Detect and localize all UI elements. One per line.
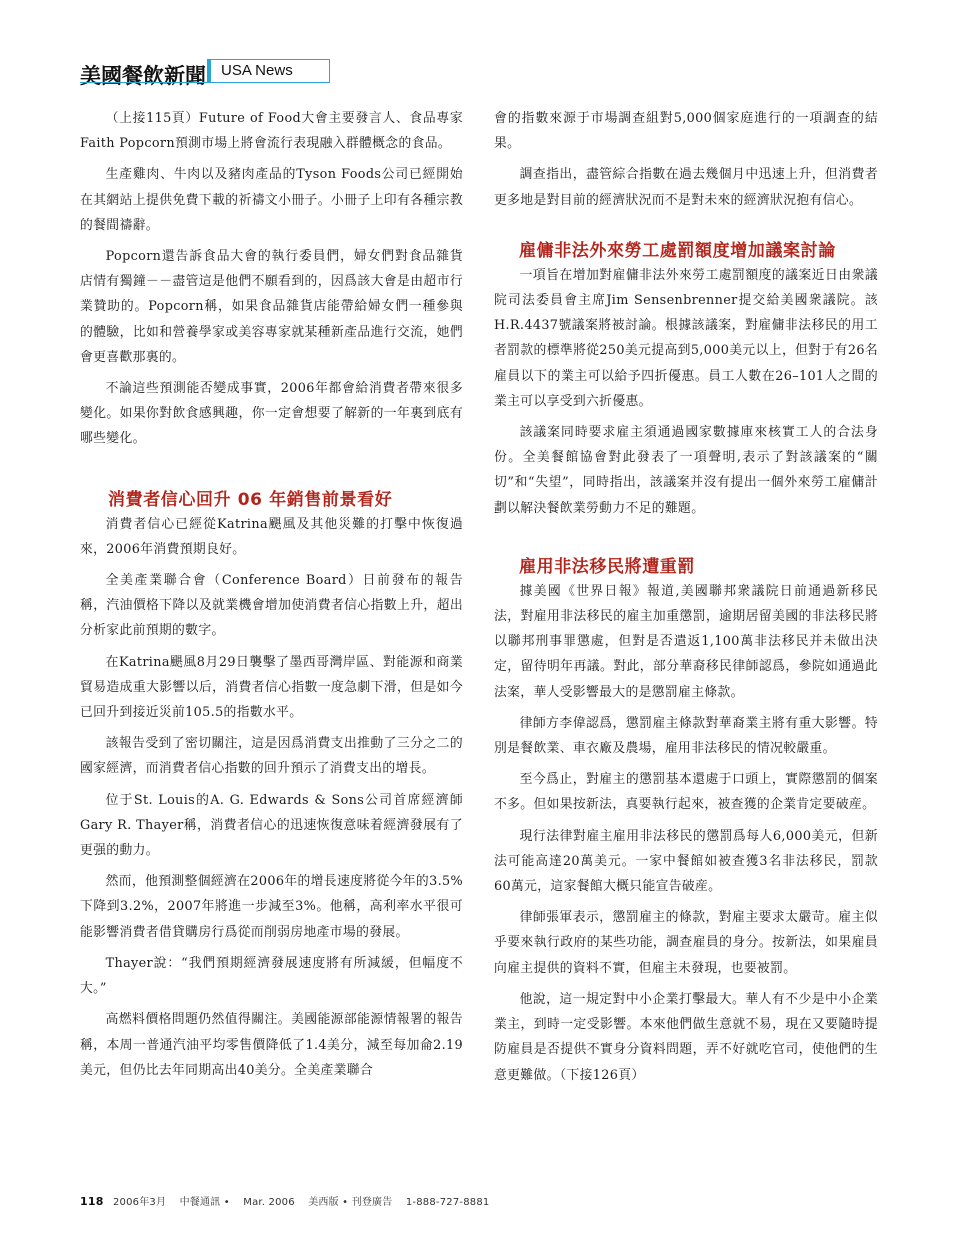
article-paragraph: 消費者信心已經從Katrina颶風及其他災難的打擊中恢復過來，2006年消費預期良好。 — [80, 516, 463, 557]
page-footer: 118 2006年3月 中餐通訊 • Mar. 2006 美西版 • 刊登廣告 1-888-727-8881 — [80, 1195, 490, 1208]
footer-edition: 美西版 • 刊登廣告 — [308, 1197, 393, 1208]
article-paragraph: 該報告受到了密切關注，這是因爲消費支出推動了三分之二的國家經濟，而消費者信心指數的回升預示了消費支出的增長。 — [80, 736, 463, 777]
article-paragraph: Popcorn還告訴食品大會的執行委員們，婦女們對食品雜貨店情有獨鐘－－盡管這是他們不願看到的，因爲該大會是由超市行業贊助的。Popcorn稱，如果食品雜貨店能帶給婦女們一種參與的體驗，比如和營養學家或美容專家就某種新產品進行交流，她們會更喜歡那裏的。 — [80, 249, 463, 365]
article-paragraph: 現行法律對雇主雇用非法移民的懲罰爲每人6,000美元，但新法可能高達20萬美元。一家中餐館如被查獲3名非法移民，罰款60萬元，這家餐館大概只能宣告破産。 — [494, 828, 878, 895]
section-title: 美國餐飲新聞 — [80, 64, 206, 88]
article-paragraph: 一項旨在增加對雇傭非法外來勞工處罰額度的議案近日由衆議院司法委員會主席Jim Sensenbrenner提交給美國衆議院。該H.R.4437號議案將被討論。根據該議案，對雇傭非法移民的用工者罰款的標準將從250美元提高到5,000美元以上，但對于有26名雇員以下的業主可以給予四折優惠。員工人數在26–101人之間的業主可以享受到六折優惠。 — [494, 267, 878, 409]
article-paragraph: 調查指出，盡管綜合指數在過去幾個月中迅速上升，但消費者更多地是對目前的經濟狀況而不是對未來的經濟狀況抱有信心。 — [494, 167, 878, 208]
article-paragraph: 生產雞肉、牛肉以及豬肉產品的Tyson Foods公司已經開始在其網站上提供免費下載的祈禱文小冊子。小冊子上印有各種宗教的餐間禱辭。 — [80, 167, 463, 233]
left-column — [80, 106, 463, 1089]
header-divider — [80, 82, 236, 83]
article-heading: 雇傭非法外來勞工處罰額度增加議案討論 — [519, 240, 836, 261]
article-paragraph: 據美國《世界日報》報道,美國聯邦衆議院日前通過新移民法，對雇用非法移民的雇主加重懲罰，逾期居留美國的非法移民將以聯邦刑事罪懲處，但對是否遣返1,100萬非法移民并未做出決定，留待明年再議。對此，部分華裔移民律師認爲，參院如通過此法案，華人受影響最大的是懲罰雇主條款。 — [494, 583, 878, 700]
footer-date-en: Mar. 2006 — [243, 1197, 295, 1208]
footer-phone: 1-888-727-8881 — [405, 1197, 490, 1208]
article-paragraph: 不論這些預測能否變成事實，2006年都會給消費者帶來很多變化。如果你對飲食感興趣，你一定會想要了解新的一年裏到底有哪些變化。 — [80, 381, 463, 447]
article-paragraph: 高燃料價格問題仍然值得關注。美國能源部能源情報署的報告稱，本周一普通汽油平均零售價降低了1.4美分，減至每加侖2.19美元，但仍比去年同期高出40美分。全美產業聯合 — [80, 1012, 463, 1078]
article-paragraph: 然而，他預測整個經濟在2006年的增長速度將從今年的3.5%下降到3.2%，2007年將進一步減至3%。他稱，高利率水平很可能影響消費者借貸購房行爲從而削弱房地產市場的發展。 — [80, 874, 463, 940]
article-paragraph: 他說，這一規定對中小企業打擊最大。華人有不少是中小企業業主，到時一定受影響。本來他們做生意就不易，現在又要隨時提防雇員是否提供不實身分資料問題，弄不好就吃官司，使他們的生意更難做。（下接126頁） — [494, 991, 878, 1083]
article-paragraph: 全美產業聯合會（Conference Board）日前發布的報告稱，汽油價格下降以及就業機會增加使消費者信心指數上升，超出分析家此前預期的數字。 — [80, 573, 463, 639]
right-column — [494, 106, 878, 1094]
section-tag: USA News — [207, 59, 330, 83]
article-heading: 消費者信心回升 06 年銷售前景看好 — [108, 489, 393, 510]
article-paragraph: 在Katrina颶風8月29日襲擊了墨西哥灣岸區、對能源和商業貿易造成重大影響以后，消費者信心指數一度急劇下滑，但是如今已回升到接近災前105.5的指數水平。 — [80, 654, 463, 721]
article-paragraph: （上接115頁）Future of Food大會主要發言人、食品專家Faith Popcorn預測市場上將會流行表現融入群體概念的食品。 — [80, 111, 463, 152]
article-paragraph: Thayer說：“我們預期經濟發展速度將有所減緩，但幅度不大。” — [80, 955, 463, 997]
article-paragraph: 位于St. Louis的A. G. Edwards & Sons公司首席經濟師Gary R. Thayer稱，消費者信心的迅速恢復意味着經濟發展有了更强的動力。 — [80, 792, 463, 859]
article-paragraph: 會的指數來源于市場調查組對5,000個家庭進行的一項調查的結果。 — [494, 111, 878, 152]
article-paragraph: 律師張軍表示，懲罰雇主的條款，對雇主要求太嚴苛。雇主似乎要來執行政府的某些功能，調查雇員的身分。按新法，如果雇員向雇主提供的資料不實，但雇主未發現，也要被罰。 — [494, 910, 878, 976]
article-paragraph: 該議案同時要求雇主須通過國家數據庫來核實工人的合法身份。全美餐館協會對此發表了一項聲明,表示了對該議案的“關切”和“失望”，同時指出，該議案并沒有提出一個外來勞工雇傭計劃以解決餐飲業勞動力不足的難題。 — [494, 425, 878, 516]
footer-magazine: 中餐通訊 — [179, 1197, 221, 1208]
footer-date-cn: 2006年3月 — [112, 1197, 167, 1208]
article-paragraph: 至今爲止，對雇主的懲罰基本還處于口頭上，實際懲罰的個案不多。但如果按新法，真要執行起來，被查獲的企業肯定要破産。 — [494, 772, 878, 813]
page-number: 118 — [80, 1195, 104, 1208]
article-heading: 雇用非法移民將遭重罰 — [519, 556, 695, 577]
article-paragraph: 律師方李偉認爲，懲罰雇主條款對華裔業主將有重大影響。特別是餐飲業、車衣廠及農場，雇用非法移民的情况較嚴重。 — [494, 715, 878, 757]
